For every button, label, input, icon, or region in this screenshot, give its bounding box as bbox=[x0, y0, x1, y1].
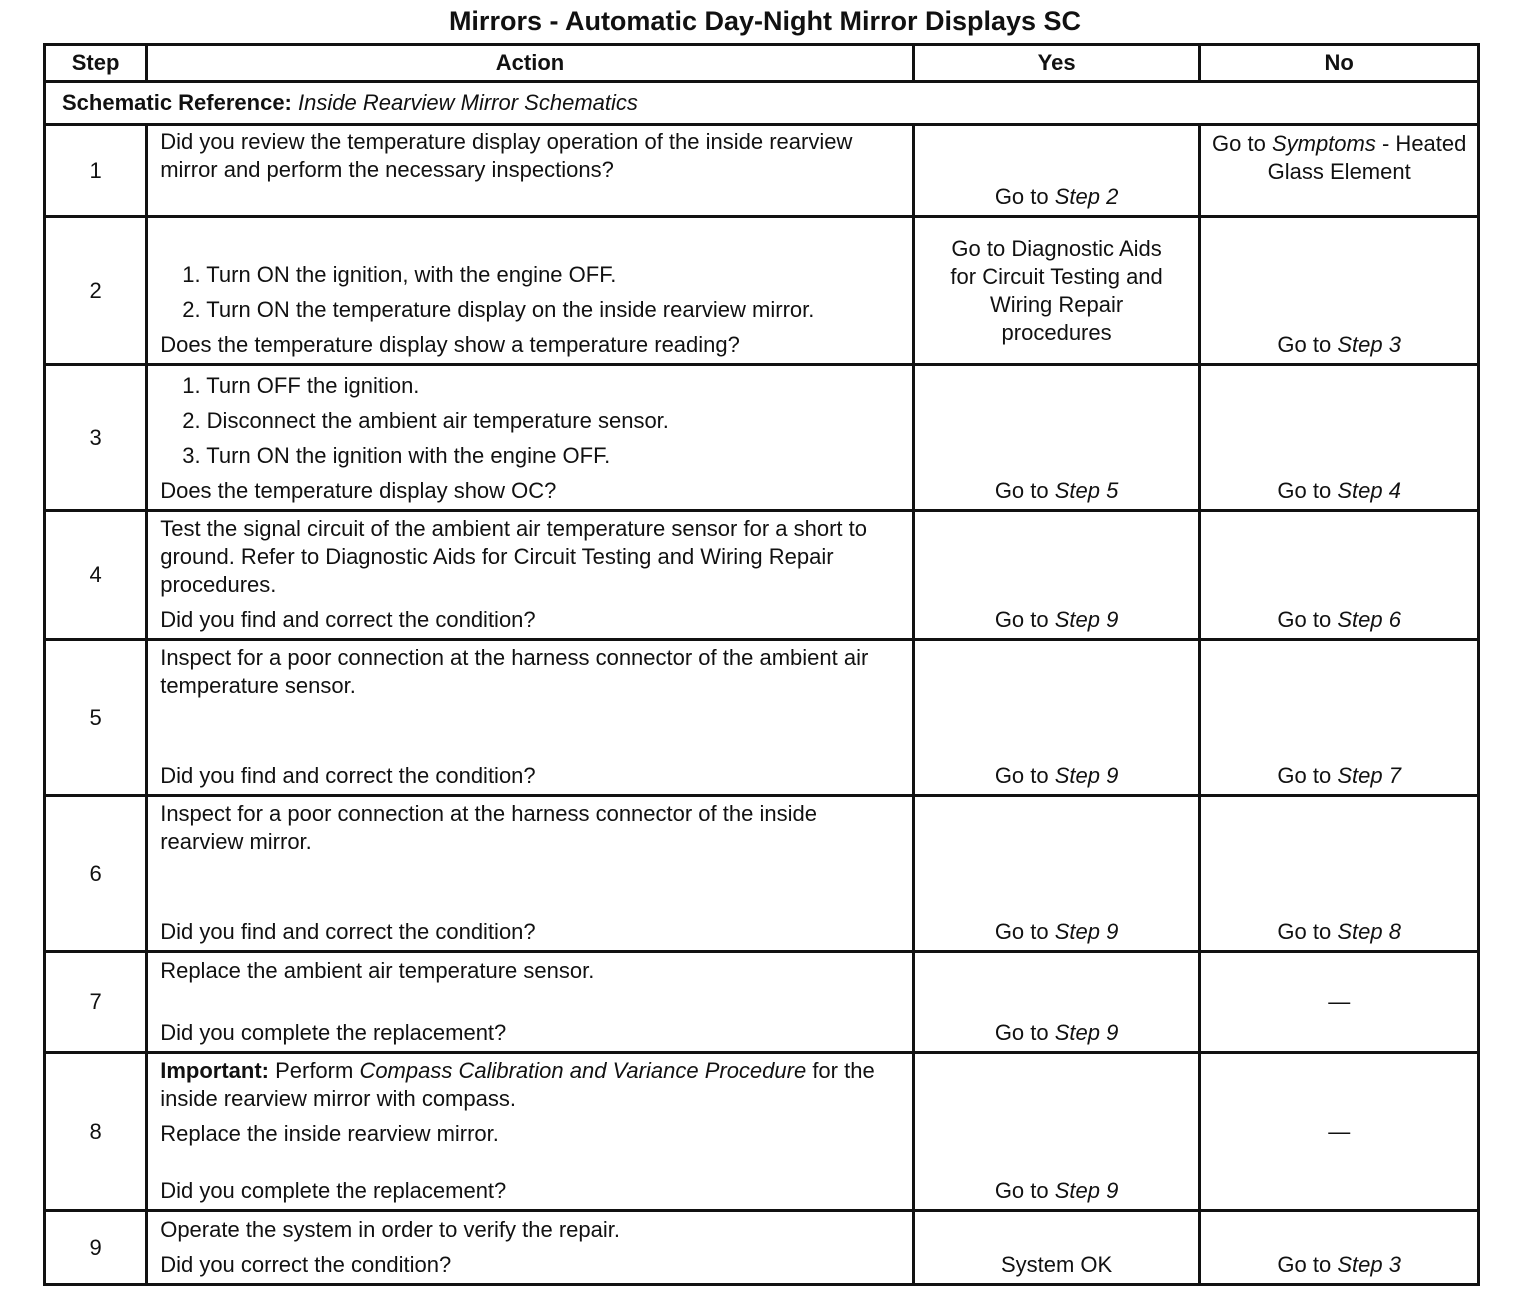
step-number: 4 bbox=[45, 511, 147, 640]
action-list-item: 3. Turn ON the ignition with the engine OFF. bbox=[182, 443, 611, 468]
action-text: Replace the ambient air temperature sensor. bbox=[160, 958, 595, 983]
compass-calibration-link[interactable]: Compass Calibration and Variance Procedure bbox=[359, 1058, 807, 1083]
yes-cell bbox=[913, 511, 1200, 640]
yes-text: System OK bbox=[1000, 1252, 1113, 1277]
step-number: 2 bbox=[45, 217, 147, 365]
header-no: No bbox=[1200, 45, 1479, 82]
header-action: Action bbox=[147, 45, 914, 82]
action-list-item: 1. Turn OFF the ignition. bbox=[182, 373, 420, 398]
table-row bbox=[45, 952, 1479, 1053]
page-title: Mirrors - Automatic Day-Night Mirror Displays SC bbox=[448, 6, 1082, 36]
no-dash: — bbox=[1328, 989, 1351, 1014]
no-cell bbox=[1200, 640, 1479, 796]
header-row bbox=[45, 45, 1479, 82]
go-to-text: Go to bbox=[994, 763, 1049, 788]
no-cell bbox=[1200, 125, 1479, 217]
action-cell bbox=[147, 217, 914, 365]
yes-cell bbox=[913, 217, 1200, 365]
go-to-text: Go to bbox=[1277, 763, 1332, 788]
table-row bbox=[45, 1211, 1479, 1285]
go-to-text: Go to bbox=[1277, 919, 1332, 944]
action-cell bbox=[147, 125, 914, 217]
yes-step-link[interactable]: Step 9 bbox=[1054, 919, 1119, 944]
go-to-text: Go to bbox=[994, 1020, 1049, 1045]
action-question: Does the temperature display show a temperature reading? bbox=[160, 332, 740, 357]
yes-text: Go to Diagnostic Aids for Circuit Testing and Wiring Repair procedures bbox=[950, 235, 1163, 345]
step-number: 9 bbox=[45, 1211, 147, 1285]
step-number: 5 bbox=[45, 640, 147, 796]
action-text: Did you review the temperature display operation of the inside rearview mirror and perform the necessary inspections? bbox=[160, 129, 853, 182]
schematic-reference-row bbox=[45, 82, 1479, 125]
action-list-item: 2. Disconnect the ambient air temperature sensor. bbox=[182, 408, 669, 433]
table-row bbox=[45, 511, 1479, 640]
yes-step-link[interactable]: Step 9 bbox=[1054, 607, 1119, 632]
no-cell bbox=[1200, 1211, 1479, 1285]
action-cell bbox=[147, 796, 914, 952]
action-question: Did you find and correct the condition? bbox=[160, 919, 536, 944]
schematic-reference bbox=[45, 82, 1479, 125]
action-question: Does the temperature display show OC? bbox=[160, 478, 557, 503]
action-question: Did you complete the replacement? bbox=[160, 1020, 507, 1045]
action-cell bbox=[147, 952, 914, 1053]
action-text: Replace the inside rearview mirror. bbox=[160, 1121, 499, 1146]
go-to-text: Go to bbox=[994, 478, 1049, 503]
no-cell bbox=[1200, 1053, 1479, 1211]
action-question: Did you complete the replacement? bbox=[160, 1178, 507, 1203]
no-step-link[interactable]: Step 7 bbox=[1337, 763, 1401, 788]
go-to-text: Go to bbox=[1277, 478, 1332, 503]
go-to-text: Go to bbox=[994, 919, 1049, 944]
action-cell bbox=[147, 1211, 914, 1285]
action-question: Did you find and correct the condition? bbox=[160, 763, 536, 788]
go-to-text: Go to bbox=[994, 184, 1049, 209]
no-symptoms-link[interactable]: Symptoms bbox=[1271, 131, 1376, 156]
yes-cell bbox=[913, 796, 1200, 952]
step-number: 8 bbox=[45, 1053, 147, 1211]
no-cell bbox=[1200, 796, 1479, 952]
important-label: Important: bbox=[160, 1058, 269, 1083]
yes-cell bbox=[913, 365, 1200, 511]
table-row bbox=[45, 1053, 1479, 1211]
action-list-item: 2. Turn ON the temperature display on the inside rearview mirror. bbox=[182, 297, 815, 322]
yes-step-link[interactable]: Step 9 bbox=[1054, 763, 1119, 788]
go-to-text: Go to bbox=[1212, 131, 1266, 156]
action-cell bbox=[147, 365, 914, 511]
action-text: Test the signal circuit of the ambient air temperature sensor for a short to ground. Refer to Diagnostic Aids for Circuit Testing and Wiring Repair procedures. bbox=[160, 516, 867, 597]
table-row bbox=[45, 365, 1479, 511]
no-cell bbox=[1200, 511, 1479, 640]
step-number: 6 bbox=[45, 796, 147, 952]
no-step-link[interactable]: Step 8 bbox=[1337, 919, 1401, 944]
important-note bbox=[160, 1057, 900, 1113]
no-cell bbox=[1200, 365, 1479, 511]
no-cell bbox=[1200, 952, 1479, 1053]
important-text: for the inside rearview mirror with compass. bbox=[160, 1058, 875, 1111]
go-to-text: Go to bbox=[1277, 1252, 1332, 1277]
no-step-link[interactable]: Step 3 bbox=[1337, 1252, 1401, 1277]
step-number: 1 bbox=[45, 125, 147, 217]
yes-cell bbox=[913, 952, 1200, 1053]
header-step: Step bbox=[45, 45, 147, 82]
table-row bbox=[45, 640, 1479, 796]
diagnostic-table bbox=[43, 43, 1480, 1286]
important-text: Perform bbox=[268, 1058, 360, 1083]
yes-step-link[interactable]: Step 9 bbox=[1054, 1020, 1119, 1045]
step-number: 3 bbox=[45, 365, 147, 511]
header-yes: Yes bbox=[913, 45, 1200, 82]
no-step-link[interactable]: Step 3 bbox=[1337, 332, 1401, 357]
action-text: Operate the system in order to verify the repair. bbox=[160, 1217, 620, 1242]
action-question: Did you find and correct the condition? bbox=[160, 607, 536, 632]
action-text: Inspect for a poor connection at the harness connector of the inside rearview mirror. bbox=[160, 801, 817, 854]
yes-step-link[interactable]: Step 9 bbox=[1054, 1178, 1119, 1203]
action-cell bbox=[147, 640, 914, 796]
yes-cell bbox=[913, 640, 1200, 796]
no-text: - Heated Glass Element bbox=[1267, 131, 1467, 184]
action-cell bbox=[147, 511, 914, 640]
step-number: 7 bbox=[45, 952, 147, 1053]
go-to-text: Go to bbox=[994, 607, 1049, 632]
action-cell bbox=[147, 1053, 914, 1211]
yes-step-link[interactable]: Step 5 bbox=[1054, 478, 1119, 503]
schematic-reference-label: Schematic Reference: bbox=[62, 90, 292, 115]
no-step-link[interactable]: Step 6 bbox=[1337, 607, 1401, 632]
go-to-text: Go to bbox=[1277, 607, 1332, 632]
table-row bbox=[45, 217, 1479, 365]
action-list-item: 1. Turn ON the ignition, with the engine OFF. bbox=[182, 262, 617, 287]
go-to-text: Go to bbox=[1277, 332, 1332, 357]
no-dash: — bbox=[1328, 1118, 1351, 1144]
schematic-reference-link[interactable]: Inside Rearview Mirror Schematics bbox=[298, 90, 638, 115]
yes-cell bbox=[913, 125, 1200, 217]
table-row bbox=[45, 796, 1479, 952]
yes-cell bbox=[913, 1053, 1200, 1211]
action-question: Did you correct the condition? bbox=[160, 1252, 452, 1277]
yes-cell bbox=[913, 1211, 1200, 1285]
go-to-text: Go to bbox=[994, 1178, 1049, 1203]
no-step-link[interactable]: Step 4 bbox=[1337, 478, 1401, 503]
table-row bbox=[45, 125, 1479, 217]
action-text: Inspect for a poor connection at the harness connector of the ambient air temperature sensor. bbox=[160, 645, 869, 698]
no-cell bbox=[1200, 217, 1479, 365]
yes-step-link[interactable]: Step 2 bbox=[1054, 184, 1119, 209]
